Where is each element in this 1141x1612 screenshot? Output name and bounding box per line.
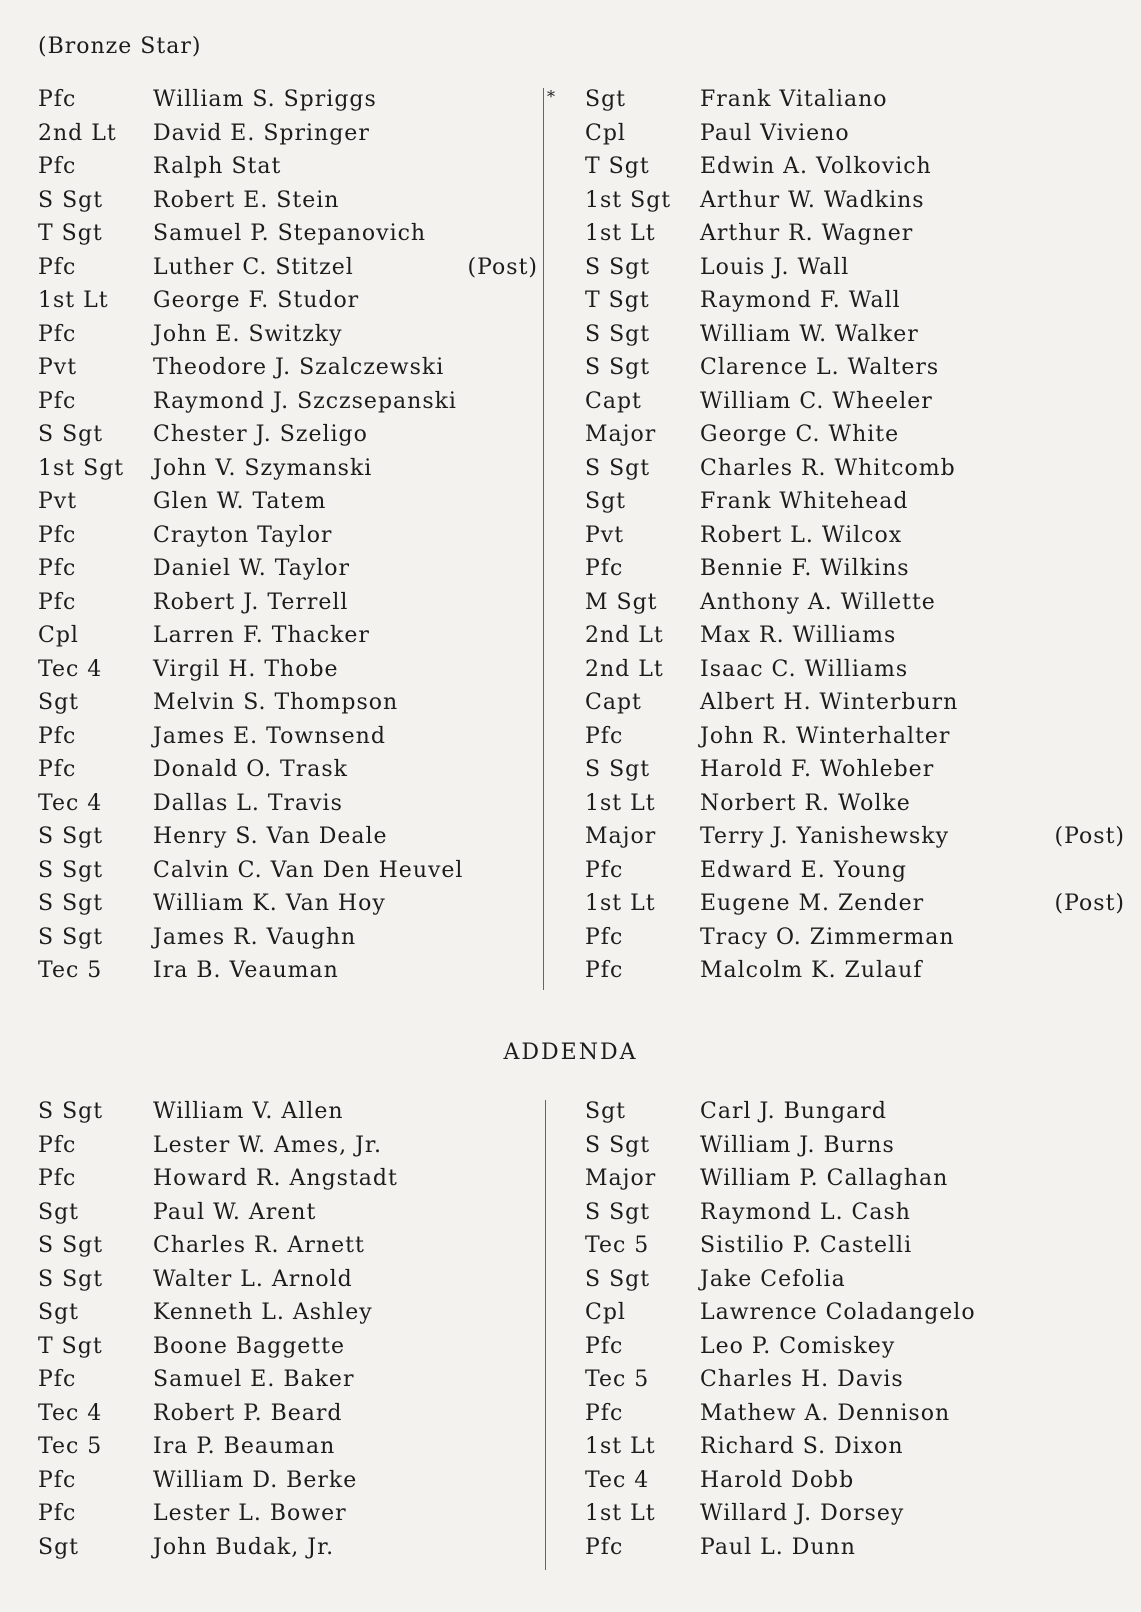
person-name: Charles R. Whitcomb bbox=[700, 455, 956, 481]
person-name: William S. Spriggs bbox=[153, 87, 377, 112]
addenda-list bbox=[38, 1095, 1108, 1575]
rank-label: T Sgt bbox=[585, 288, 650, 313]
person-name: George F. Studor bbox=[153, 288, 360, 313]
list-item bbox=[585, 1430, 1125, 1464]
rank-label: Sgt bbox=[38, 690, 79, 715]
person-name: Walter L. Arnold bbox=[153, 1266, 353, 1292]
list-item bbox=[585, 284, 1125, 318]
list-item bbox=[38, 1430, 538, 1464]
rank-label: Sgt bbox=[38, 1199, 79, 1225]
list-item bbox=[585, 1497, 1125, 1531]
person-name: Dallas L. Travis bbox=[153, 790, 343, 816]
rank-label: Pfc bbox=[38, 87, 77, 112]
list-item bbox=[38, 117, 538, 151]
person-name: Isaac C. Williams bbox=[700, 656, 909, 682]
person-name: Frank Vitaliano bbox=[700, 87, 888, 112]
person-name: Anthony A. Willette bbox=[700, 589, 936, 615]
list-item bbox=[585, 854, 1125, 888]
person-name: William K. Van Hoy bbox=[153, 891, 386, 916]
list-item bbox=[585, 1464, 1125, 1498]
rank-label: Capt bbox=[585, 388, 642, 414]
bronze-star-left-column bbox=[38, 83, 538, 988]
person-name: Norbert R. Wolke bbox=[700, 790, 911, 816]
rank-label: S Sgt bbox=[38, 857, 104, 883]
rank-label: T Sgt bbox=[585, 154, 650, 179]
list-item bbox=[38, 1497, 538, 1531]
person-name: Theodore J. Szalczewski bbox=[153, 355, 445, 380]
person-name: Lawrence Coladangelo bbox=[700, 1300, 976, 1325]
list-item bbox=[38, 1229, 538, 1263]
rank-label: Pfc bbox=[38, 589, 77, 615]
person-name: Edward E. Young bbox=[700, 857, 908, 883]
person-name: Raymond F. Wall bbox=[700, 288, 901, 313]
addenda-column-divider bbox=[545, 1100, 546, 1570]
rank-label: S Sgt bbox=[38, 187, 104, 213]
list-item bbox=[585, 251, 1125, 285]
person-name: Charles H. Davis bbox=[700, 1367, 904, 1392]
list-item bbox=[585, 1296, 1125, 1330]
person-name: Paul Vivieno bbox=[700, 120, 850, 146]
list-item bbox=[38, 887, 538, 921]
list-item bbox=[38, 1095, 538, 1129]
list-item bbox=[585, 653, 1125, 687]
person-name: Ralph Stat bbox=[153, 154, 282, 179]
addenda-right-column bbox=[585, 1095, 1125, 1564]
person-name: Paul L. Dunn bbox=[700, 1534, 856, 1560]
rank-label: Tec 5 bbox=[585, 1233, 650, 1258]
person-name: James E. Townsend bbox=[153, 723, 386, 749]
person-name: Howard R. Angstadt bbox=[153, 1166, 398, 1191]
rank-label: Pfc bbox=[585, 1333, 624, 1359]
list-item bbox=[38, 385, 538, 419]
person-name: William C. Wheeler bbox=[700, 388, 933, 414]
list-item bbox=[585, 753, 1125, 787]
list-item bbox=[38, 854, 538, 888]
person-name: Bennie F. Wilkins bbox=[700, 556, 910, 581]
person-name: John Budak, Jr. bbox=[153, 1534, 335, 1560]
rank-label: Tec 5 bbox=[38, 958, 103, 983]
person-name: Tracy O. Zimmerman bbox=[700, 924, 955, 950]
person-name: Charles R. Arnett bbox=[153, 1233, 365, 1258]
rank-label: 1st Lt bbox=[585, 891, 656, 916]
rank-label: Pfc bbox=[38, 1367, 77, 1392]
posthumous-note: (Post) bbox=[1054, 891, 1125, 916]
list-item bbox=[585, 954, 1125, 988]
rank-label: Cpl bbox=[585, 120, 626, 146]
list-item bbox=[38, 1531, 538, 1565]
rank-label: S Sgt bbox=[585, 1266, 651, 1292]
person-name: Ira B. Veauman bbox=[153, 958, 339, 983]
rank-label: S Sgt bbox=[38, 422, 104, 447]
rank-label: S Sgt bbox=[38, 891, 104, 916]
list-item bbox=[585, 686, 1125, 720]
rank-label: 1st Lt bbox=[585, 790, 656, 816]
addenda-title: ADDENDA bbox=[503, 1040, 638, 1065]
rank-label: Pfc bbox=[585, 723, 624, 749]
rank-label: Pfc bbox=[585, 1400, 624, 1426]
list-item bbox=[38, 150, 538, 184]
rank-label: Cpl bbox=[38, 623, 79, 648]
list-item bbox=[38, 1162, 538, 1196]
list-item bbox=[585, 217, 1125, 251]
list-item bbox=[585, 318, 1125, 352]
list-item bbox=[38, 787, 538, 821]
rank-label: S Sgt bbox=[585, 757, 651, 782]
person-name: Chester J. Szeligo bbox=[153, 422, 368, 447]
rank-label: Pfc bbox=[38, 1467, 77, 1493]
person-name: Samuel E. Baker bbox=[153, 1367, 355, 1392]
rank-label: Major bbox=[585, 1166, 657, 1191]
rank-label: 1st Lt bbox=[585, 1501, 656, 1526]
person-name: Terry J. Yanishewsky bbox=[700, 824, 950, 849]
rank-label: 1st Sgt bbox=[38, 455, 125, 481]
rank-label: Pfc bbox=[38, 757, 77, 782]
rank-label: Pfc bbox=[585, 958, 624, 983]
list-item bbox=[585, 150, 1125, 184]
person-name: Raymond L. Cash bbox=[700, 1199, 911, 1225]
rank-label: S Sgt bbox=[585, 254, 651, 280]
list-item bbox=[38, 251, 538, 285]
list-item bbox=[38, 619, 538, 653]
rank-label: Sgt bbox=[585, 87, 626, 112]
rank-label: Sgt bbox=[585, 1099, 626, 1124]
rank-label: Pvt bbox=[38, 355, 78, 380]
person-name: Larren F. Thacker bbox=[153, 623, 370, 648]
list-item bbox=[585, 1397, 1125, 1431]
rank-label: 1st Lt bbox=[38, 288, 109, 313]
list-item bbox=[38, 586, 538, 620]
person-name: Robert L. Wilcox bbox=[700, 522, 903, 548]
list-item bbox=[585, 1196, 1125, 1230]
person-name: Arthur W. Wadkins bbox=[700, 187, 925, 213]
person-name: Robert E. Stein bbox=[153, 187, 340, 213]
person-name: Donald O. Trask bbox=[153, 757, 348, 782]
list-item bbox=[38, 485, 538, 519]
person-name: Carl J. Bungard bbox=[700, 1099, 887, 1124]
list-item bbox=[585, 787, 1125, 821]
person-name: William W. Walker bbox=[700, 321, 919, 347]
list-item bbox=[38, 519, 538, 553]
rank-label: Tec 5 bbox=[585, 1367, 650, 1392]
asterisk-mark: * bbox=[547, 87, 556, 106]
list-item bbox=[585, 1095, 1125, 1129]
rank-label: 1st Sgt bbox=[585, 187, 672, 213]
list-item bbox=[585, 519, 1125, 553]
section-heading: (Bronze Star) bbox=[38, 34, 202, 59]
list-item bbox=[38, 686, 538, 720]
rank-label: S Sgt bbox=[585, 1199, 651, 1225]
list-item bbox=[585, 820, 1125, 854]
list-item bbox=[585, 452, 1125, 486]
rank-label: Pvt bbox=[38, 489, 78, 514]
person-name: Max R. Williams bbox=[700, 623, 897, 648]
rank-label: Pfc bbox=[38, 556, 77, 581]
list-item bbox=[38, 1363, 538, 1397]
rank-label: S Sgt bbox=[38, 1266, 104, 1292]
person-name: Harold Dobb bbox=[700, 1467, 855, 1493]
person-name: Eugene M. Zender bbox=[700, 891, 925, 916]
rank-label: Tec 4 bbox=[38, 1400, 103, 1426]
rank-label: S Sgt bbox=[38, 824, 104, 849]
person-name: William D. Berke bbox=[153, 1467, 358, 1493]
rank-label: Pfc bbox=[38, 522, 77, 548]
person-name: Virgil H. Thobe bbox=[153, 656, 339, 682]
list-item bbox=[585, 1162, 1125, 1196]
person-name: Samuel P. Stepanovich bbox=[153, 221, 427, 246]
list-item bbox=[585, 418, 1125, 452]
rank-label: Pfc bbox=[38, 1166, 77, 1191]
person-name: Mathew A. Dennison bbox=[700, 1400, 951, 1426]
list-item bbox=[585, 1330, 1125, 1364]
person-name: David E. Springer bbox=[153, 120, 370, 146]
list-item bbox=[38, 921, 538, 955]
rank-label: Tec 4 bbox=[38, 790, 103, 816]
list-item bbox=[585, 385, 1125, 419]
rank-label: Pfc bbox=[585, 556, 624, 581]
person-name: Jake Cefolia bbox=[700, 1266, 846, 1292]
person-name: Louis J. Wall bbox=[700, 254, 850, 280]
rank-label: Pfc bbox=[38, 321, 77, 347]
person-name: Robert P. Beard bbox=[153, 1400, 343, 1426]
person-name: Glen W. Tatem bbox=[153, 489, 327, 514]
person-name: Edwin A. Volkovich bbox=[700, 154, 932, 179]
rank-label: Pvt bbox=[585, 522, 625, 548]
person-name: Lester W. Ames, Jr. bbox=[153, 1132, 382, 1158]
list-item bbox=[38, 1397, 538, 1431]
rank-label: Major bbox=[585, 422, 657, 447]
list-item bbox=[585, 117, 1125, 151]
person-name: George C. White bbox=[700, 422, 900, 447]
person-name: Willard J. Dorsey bbox=[700, 1501, 905, 1526]
rank-label: Pfc bbox=[38, 154, 77, 179]
list-item bbox=[585, 1531, 1125, 1565]
person-name: William P. Callaghan bbox=[700, 1166, 949, 1191]
rank-label: S Sgt bbox=[585, 355, 651, 380]
list-item bbox=[38, 1296, 538, 1330]
rank-label: 2nd Lt bbox=[38, 120, 117, 146]
person-name: Paul W. Arent bbox=[153, 1199, 317, 1225]
list-item bbox=[38, 1464, 538, 1498]
rank-label: 2nd Lt bbox=[585, 656, 664, 682]
posthumous-note: (Post) bbox=[467, 254, 538, 280]
list-item bbox=[38, 1196, 538, 1230]
rank-label: Pfc bbox=[38, 388, 77, 414]
person-name: John R. Winterhalter bbox=[700, 723, 951, 749]
rank-label: Pfc bbox=[585, 924, 624, 950]
list-item bbox=[38, 452, 538, 486]
list-item bbox=[38, 653, 538, 687]
rank-label: S Sgt bbox=[38, 1099, 104, 1124]
person-name: Henry S. Van Deale bbox=[153, 824, 388, 849]
list-item bbox=[38, 318, 538, 352]
list-item bbox=[585, 552, 1125, 586]
rank-label: Pfc bbox=[38, 1132, 77, 1158]
list-item bbox=[38, 1263, 538, 1297]
list-item bbox=[38, 184, 538, 218]
rank-label: Tec 4 bbox=[38, 656, 103, 682]
rank-label: S Sgt bbox=[38, 924, 104, 950]
person-name: Malcolm K. Zulauf bbox=[700, 958, 923, 983]
list-item bbox=[585, 1129, 1125, 1163]
list-item bbox=[585, 720, 1125, 754]
list-item bbox=[585, 184, 1125, 218]
rank-label: Pfc bbox=[585, 1534, 624, 1560]
list-item bbox=[585, 1363, 1125, 1397]
person-name: Clarence L. Walters bbox=[700, 355, 940, 380]
person-name: Sistilio P. Castelli bbox=[700, 1233, 913, 1258]
list-item bbox=[585, 1263, 1125, 1297]
person-name: Frank Whitehead bbox=[700, 489, 909, 514]
rank-label: Sgt bbox=[38, 1534, 79, 1560]
list-item bbox=[585, 351, 1125, 385]
rank-label: S Sgt bbox=[585, 321, 651, 347]
list-item bbox=[38, 552, 538, 586]
rank-label: Pfc bbox=[38, 723, 77, 749]
list-item bbox=[38, 217, 538, 251]
person-name: William V. Allen bbox=[153, 1099, 344, 1124]
person-name: Melvin S. Thompson bbox=[153, 690, 399, 715]
list-item bbox=[585, 619, 1125, 653]
person-name: Richard S. Dixon bbox=[700, 1434, 904, 1459]
rank-label: 1st Lt bbox=[585, 221, 656, 246]
rank-label: 1st Lt bbox=[585, 1434, 656, 1459]
person-name: Lester L. Bower bbox=[153, 1501, 347, 1526]
list-item bbox=[38, 954, 538, 988]
rank-label: 2nd Lt bbox=[585, 623, 664, 648]
rank-label: T Sgt bbox=[38, 1333, 103, 1359]
rank-label: Pfc bbox=[38, 1501, 77, 1526]
list-item bbox=[38, 720, 538, 754]
person-name: James R. Vaughn bbox=[153, 924, 357, 950]
list-item bbox=[38, 284, 538, 318]
person-name: Calvin C. Van Den Heuvel bbox=[153, 857, 464, 883]
person-name: Crayton Taylor bbox=[153, 522, 333, 548]
rank-label: Major bbox=[585, 824, 657, 849]
rank-label: Pfc bbox=[585, 857, 624, 883]
rank-label: S Sgt bbox=[585, 455, 651, 481]
rank-label: Cpl bbox=[585, 1300, 626, 1325]
list-item bbox=[585, 1229, 1125, 1263]
person-name: Harold F. Wohleber bbox=[700, 757, 935, 782]
person-name: John E. Switzky bbox=[153, 321, 343, 347]
column-divider bbox=[543, 88, 544, 990]
person-name: Ira P. Beauman bbox=[153, 1434, 336, 1459]
bronze-star-right-column bbox=[547, 83, 1125, 988]
person-name: Arthur R. Wagner bbox=[700, 221, 914, 246]
list-item bbox=[585, 921, 1125, 955]
person-name: John V. Szymanski bbox=[153, 455, 373, 481]
list-item bbox=[585, 887, 1125, 921]
person-name: Kenneth L. Ashley bbox=[153, 1300, 373, 1325]
rank-label: T Sgt bbox=[38, 221, 103, 246]
person-name: Leo P. Comiskey bbox=[700, 1333, 896, 1359]
rank-label: Tec 4 bbox=[585, 1467, 650, 1493]
rank-label: Sgt bbox=[585, 489, 626, 514]
list-item bbox=[38, 1330, 538, 1364]
list-item bbox=[585, 586, 1125, 620]
list-item bbox=[38, 83, 538, 117]
list-item bbox=[38, 1129, 538, 1163]
bronze-star-list bbox=[38, 83, 1125, 993]
rank-label: S Sgt bbox=[38, 1233, 104, 1258]
list-item bbox=[38, 418, 538, 452]
list-item bbox=[38, 753, 538, 787]
person-name: Albert H. Winterburn bbox=[700, 690, 959, 715]
person-name: Luther C. Stitzel bbox=[153, 254, 354, 280]
list-item bbox=[38, 351, 538, 385]
rank-label: M Sgt bbox=[585, 589, 658, 615]
person-name: Raymond J. Szczsepanski bbox=[153, 388, 457, 414]
addenda-left-column bbox=[38, 1095, 538, 1564]
rank-label: Capt bbox=[585, 690, 642, 715]
rank-label: S Sgt bbox=[585, 1132, 651, 1158]
list-item bbox=[547, 83, 1125, 117]
rank-label: Tec 5 bbox=[38, 1434, 103, 1459]
person-name: Boone Baggette bbox=[153, 1333, 346, 1359]
person-name: Daniel W. Taylor bbox=[153, 556, 351, 581]
rank-label: Pfc bbox=[38, 254, 77, 280]
rank-label: Sgt bbox=[38, 1300, 79, 1325]
list-item bbox=[38, 820, 538, 854]
posthumous-note: (Post) bbox=[1054, 824, 1125, 849]
person-name: William J. Burns bbox=[700, 1132, 895, 1158]
list-item bbox=[585, 485, 1125, 519]
person-name: Robert J. Terrell bbox=[153, 589, 349, 615]
